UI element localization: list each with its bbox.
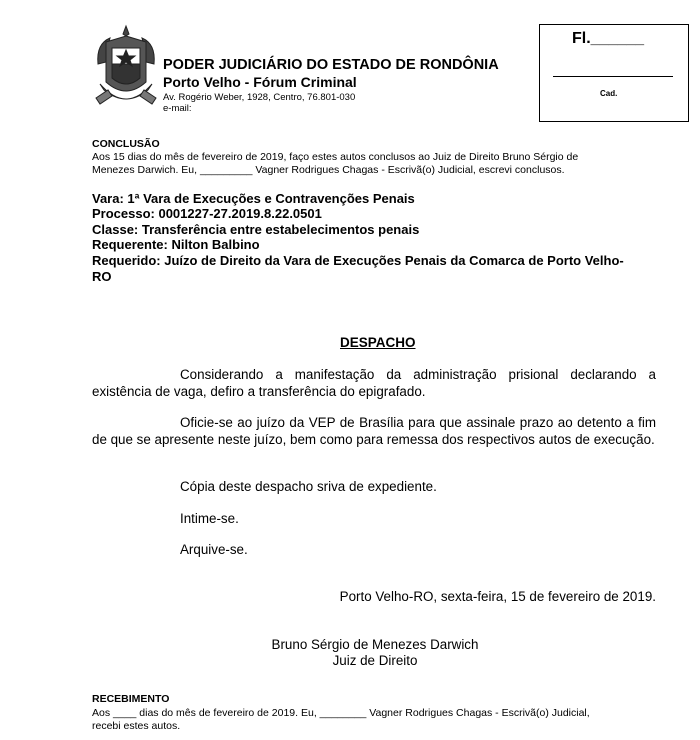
recebimento-line-2: recebi estes autos. (92, 720, 181, 732)
state-coat-of-arms (92, 24, 160, 112)
despacho-paragraph-4: Intime-se. (180, 511, 239, 526)
despacho-paragraph-3: Cópia deste despacho sriva de expediente. (180, 479, 437, 494)
conclusao-line-1: Aos 15 dias do mês de fevereiro de 2019, faço estes autos conclusos ao Juiz de Direito Bruno Sérgio de (92, 151, 579, 163)
despacho-paragraph-2: Oficie-se ao juízo da VEP de Brasília para que assinale prazo ao detento a fim de que se apresente neste juízo, bem como para remessa dos respectivos autos de execução. (92, 415, 656, 447)
folio-label: Fl.______ (572, 30, 645, 47)
despacho-paragraph-5: Arquive-se. (180, 542, 248, 557)
case-requerido: Requerido: Juízo de Direito da Vara de Execuções Penais da Comarca de Porto Velho- (92, 253, 624, 268)
case-requerente: Requerente: Nilton Balbino (92, 237, 260, 252)
conclusao-line-2: Menezes Darwich. Eu, _________ Vagner Rodrigues Chagas - Escrivã(o) Judicial, escrevi conclusos. (92, 164, 565, 176)
case-vara: Vara: 1ª Vara de Execuções e Contravenções Penais (92, 191, 415, 206)
case-classe: Classe: Transferência entre estabelecimentos penais (92, 222, 420, 237)
recebimento-title: RECEBIMENTO (92, 693, 170, 705)
despacho-title: DESPACHO (340, 335, 416, 350)
signature-role: Juiz de Direito (332, 653, 418, 668)
folio-signature-line (553, 76, 673, 77)
despacho-paragraph-1: Considerando a manifestação da administração prisional declarando a existência de vaga, defiro a transferência do epigrafado. (92, 367, 656, 399)
recebimento-line-1: Aos ____ dias do mês de fevereiro de 2019. Eu, ________ Vagner Rodrigues Chagas - Escrivã(o) Judicial, (92, 707, 590, 719)
court-address: Av. Rogério Weber, 1928, Centro, 76.801-030 (163, 92, 356, 103)
signature-name: Bruno Sérgio de Menezes Darwich (271, 637, 479, 652)
court-unit: Porto Velho - Fórum Criminal (163, 74, 357, 90)
email-label: e-mail: (163, 103, 192, 114)
conclusao-title: CONCLUSÃO (92, 138, 160, 150)
case-requerido-cont: RO (92, 269, 112, 284)
case-processo: Processo: 0001227-27.2019.8.22.0501 (92, 206, 322, 221)
place-date: Porto Velho-RO, sexta-feira, 15 de fevereiro de 2019. (339, 589, 656, 604)
cad-label: Cad. (600, 89, 618, 98)
institution-name: PODER JUDICIÁRIO DO ESTADO DE RONDÔNIA (163, 57, 499, 73)
